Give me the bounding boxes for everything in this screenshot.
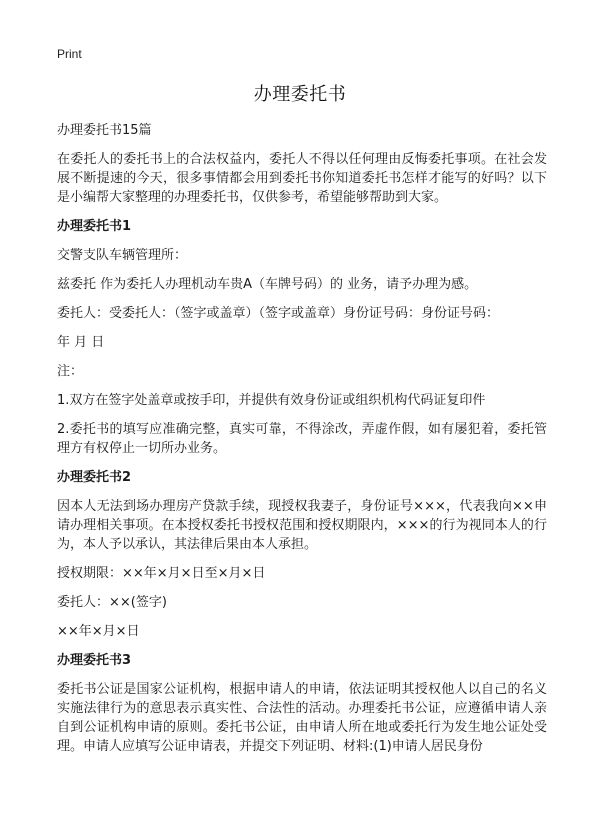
paragraph: 注： bbox=[57, 364, 84, 379]
paragraph: 委托人：××(签字) bbox=[57, 595, 167, 610]
paragraph: 兹委托 作为委托人办理机动车贵A（车牌号码）的 业务，请予办理为感。 bbox=[57, 277, 478, 292]
paragraph: 委托书公证是国家公证机构，根据申请人的申请，依法证明其授权他人以自己的名义实施法律行为的意思表示真实性、合法性的活动。办理委托书公证，应遵循申请人亲自到公证机构申请的原则。委托书公证，由申请人所在地或委托行为发生地公证处受理。申请人应填写公证申请表，并提交下列证明、材料:(1)申请人居民身份 bbox=[57, 682, 547, 754]
print-link[interactable]: Print bbox=[57, 47, 82, 61]
section-heading-3: 办理委托书3 bbox=[57, 653, 132, 668]
paragraph: 2.委托书的填写应准确完整，真实可靠，不得涂改，弄虚作假，如有屡犯着，委托管理方有权停止一切所办业务。 bbox=[57, 422, 547, 456]
paragraph: ××年×月×日 bbox=[57, 624, 140, 639]
document-title: 办理委托书 bbox=[253, 84, 347, 105]
intro-paragraph: 在委托人的委托书上的合法权益内，委托人不得以任何理由反悔委托事项。在社会发展不断提速的今天，很多事情都会用到委托书你知道委托书怎样才能写的好吗？以下是小编帮大家整理的办理委托书，仅供参考，希望能够帮助到大家。 bbox=[57, 152, 547, 205]
paragraph: 1.双方在签字处盖章或按手印，并提供有效身份证或组织机构代码证复印件 bbox=[57, 393, 486, 408]
section-heading-2: 办理委托书2 bbox=[57, 470, 132, 485]
paragraph: 年 月 日 bbox=[57, 335, 105, 350]
paragraph: 授权期限：××年×月×日至×月×日 bbox=[57, 566, 266, 581]
section-heading-1: 办理委托书1 bbox=[57, 219, 132, 234]
paragraph: 交警支队车辆管理所： bbox=[57, 248, 188, 263]
document-subtitle: 办理委托书15篇 bbox=[57, 123, 152, 138]
paragraph: 委托人：受委托人：（签字或盖章）（签字或盖章）身份证号码：身份证号码： bbox=[57, 306, 500, 321]
paragraph: 因本人无法到场办理房产贷款手续，现授权我妻子，身份证号×××，代表我向××申请办理相关事项。在本授权委托书授权范围和授权期限内，×××的行为视同本人的行为，本人予以承认，其法律后果由本人承担。 bbox=[57, 499, 547, 552]
document-body bbox=[57, 121, 547, 766]
